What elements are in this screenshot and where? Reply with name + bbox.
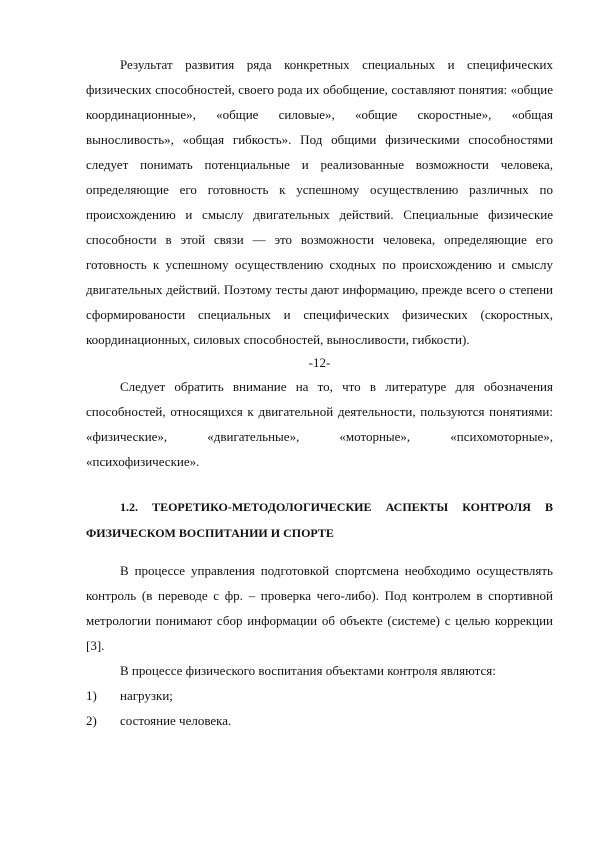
- section-heading-line-1: [120, 494, 553, 520]
- heading-word-2: АСПЕКТЫ: [385, 500, 449, 514]
- list-item-marker: 2): [86, 713, 97, 728]
- paragraph-control-definition: В процессе управления подготовкой спортсмена необходимо осуществлять контроль (в переводе с фр. – проверка чего-либо). Под контролем в спортивной метрологии понимают сбор информации об объекте (системе) с целью коррекции [3].: [86, 563, 553, 653]
- heading-word-4: В: [544, 500, 553, 514]
- section-heading-line-2: ФИЗИЧЕСКОМ ВОСПИТАНИИ И СПОРТЕ: [86, 526, 334, 540]
- section-heading: [86, 494, 553, 546]
- heading-word-3: КОНТРОЛЯ: [462, 500, 531, 514]
- list-item: [86, 683, 553, 708]
- list-item-text: состояние человека.: [120, 713, 232, 728]
- paragraph-control-objects: В процессе физического воспитания объектами контроля являются:: [120, 663, 496, 678]
- page-number: -12-: [308, 355, 331, 370]
- control-objects-list: [86, 683, 553, 733]
- list-item: [86, 708, 553, 733]
- section-number: 1.2.: [120, 500, 138, 514]
- heading-word-1: ТЕОРЕТИКО-МЕТОДОЛОГИЧЕСКИЕ: [152, 500, 372, 514]
- list-item-text: нагрузки;: [120, 688, 173, 703]
- paragraph-terminology: Следует обратить внимание на то, что в литературе для обозначения способностей, относящихся к двигательной деятельности, пользуются понятиями: «физические», «двигательные», «моторные», «психомоторные», «психофизические».: [86, 379, 553, 469]
- list-item-marker: 1): [86, 688, 97, 703]
- text-column: [86, 52, 553, 733]
- paragraph-general-abilities: Результат развития ряда конкретных специальных и специфических физических способностей, своего рода их обобщение, составляют понятия: «общие координационные», «общие силовые», «общие скоростные», «общая выносливость», «общая гибкость». Под общими физическими способностями следует понимать потенциальные и реализованные возможности человека, определяющие его готовность к успешному осуществлению различных по происхождению и смыслу двигательных действий. Специальные физические способности в этой связи — это возможности человека, определяющие его готовность к успешному осуществлению сходных по происхождению и смыслу двигательных действий. Поэтому тесты дают информацию, прежде всего о степени сформированости специальных и специфических физических (скоростных, координационных, силовых способностей, выносливости, гибкости).: [86, 57, 553, 347]
